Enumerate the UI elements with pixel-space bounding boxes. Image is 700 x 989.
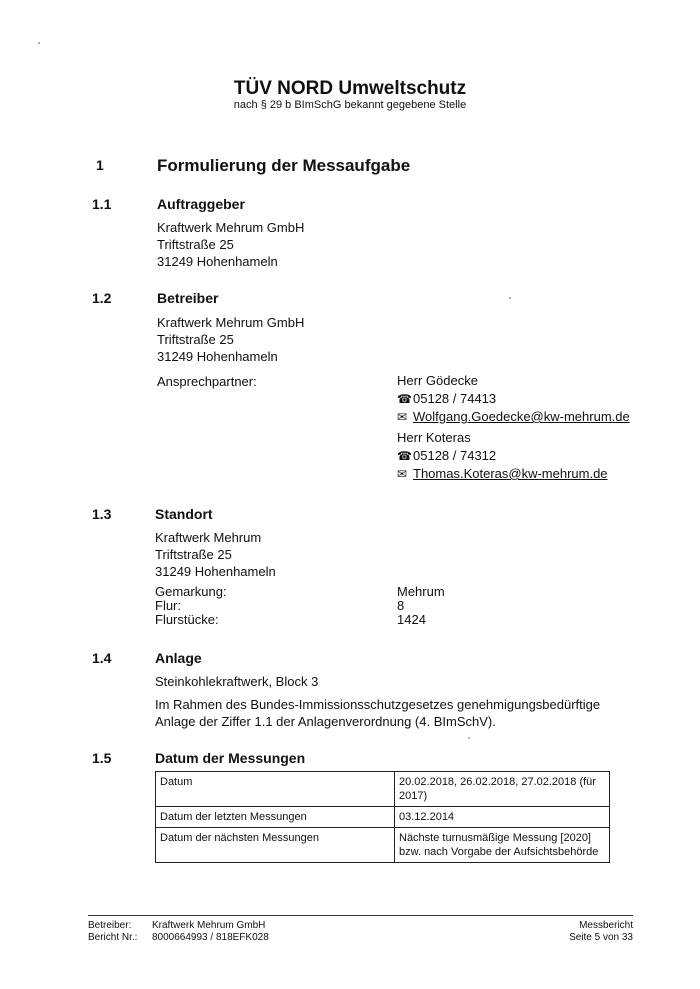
operator-address [157, 314, 304, 365]
contact-phone [397, 390, 630, 408]
footer-page-number: Seite 5 von 33 [569, 932, 633, 943]
envelope-icon: ✉ [397, 467, 408, 481]
table-cell-label: Datum [156, 772, 395, 807]
plant-type: Steinkohlekraftwerk, Block 3 [155, 674, 319, 689]
site-address [155, 529, 276, 580]
table-cell-label: Datum der letzten Messungen [156, 807, 395, 828]
address-line: 31249 Hohenhameln [155, 564, 276, 579]
address-line: 31249 Hohenhameln [157, 254, 278, 269]
subsection-number: 1.2 [92, 290, 112, 306]
footer-divider [88, 915, 633, 916]
subsection-title: Betreiber [157, 290, 219, 306]
table-cell-value: Nächste turnusmäßige Messung [2020] bzw. nach Vorgabe der Aufsichtsbehörde [395, 828, 610, 863]
address-line: Kraftwerk Mehrum GmbH [157, 220, 305, 235]
property-value: 1424 [397, 612, 426, 627]
footer-labels [88, 920, 137, 944]
section-title: Formulierung der Messaufgabe [157, 156, 411, 175]
contact-label: Ansprechpartner: [157, 374, 257, 389]
address-line: Triftstraße 25 [155, 547, 232, 562]
telephone-icon: ☎ [397, 449, 412, 463]
site-property-labels [155, 585, 227, 627]
address-line: Triftstraße 25 [157, 332, 234, 347]
client-address [157, 219, 304, 270]
footer-operator-value: Kraftwerk Mehrum GmbH [152, 920, 266, 931]
measurement-dates-table [155, 771, 610, 863]
telephone-icon: ☎ [397, 392, 412, 406]
table-cell-value: 03.12.2014 [395, 807, 610, 828]
address-line: Kraftwerk Mehrum [155, 530, 262, 545]
table-cell-label: Datum der nächsten Messungen [156, 828, 395, 863]
footer-right [500, 920, 633, 944]
subsection-title: Standort [155, 506, 213, 522]
property-label: Flurstücke: [155, 612, 219, 627]
phone-number: 05128 / 74312 [413, 448, 497, 463]
address-line: Kraftwerk Mehrum GmbH [157, 315, 305, 330]
contact-phone [397, 447, 630, 465]
table-row [156, 772, 610, 807]
footer-report-value: 8000664993 / 818EFK028 [152, 932, 269, 943]
contact-name: Herr Koteras [397, 430, 471, 445]
subsection-number: 1.3 [92, 506, 112, 522]
page-subtitle: nach § 29 b BImSchG bekannt gegebene Stelle [233, 99, 467, 111]
property-label: Flur: [155, 598, 181, 613]
contact-email [397, 465, 630, 483]
footer-report-label: Bericht Nr.: [88, 932, 138, 943]
scan-speck [38, 42, 40, 44]
section-number: 1 [96, 157, 104, 173]
envelope-icon: ✉ [397, 410, 408, 424]
subsection-number: 1.1 [92, 196, 112, 212]
subsection-title: Datum der Messungen [155, 750, 306, 766]
phone-number: 05128 / 74413 [413, 391, 497, 406]
footer-operator-label: Betreiber: [88, 920, 132, 931]
email-link[interactable]: Thomas.Koteras@kw-mehrum.de [413, 466, 608, 481]
scan-speck [468, 737, 470, 739]
address-line: 31249 Hohenhameln [157, 349, 278, 364]
footer-doc-type: Messbericht [579, 920, 633, 931]
plant-description: Im Rahmen des Bundes-Immissionsschutzgesetzes genehmigungsbedürftige Anlage der Ziffer 1.1 der Anlagenverordnung (4. BImSchV). [155, 697, 601, 729]
contact-list [397, 372, 630, 483]
subsection-number: 1.4 [92, 650, 112, 666]
property-label: Gemarkung: [155, 584, 227, 599]
site-property-values [397, 585, 445, 627]
subsection-title: Auftraggeber [157, 196, 245, 212]
subsection-title: Anlage [155, 650, 202, 666]
table-row [156, 807, 610, 828]
scan-speck [509, 297, 511, 299]
footer-values [152, 920, 269, 944]
table-cell-value: 20.02.2018, 26.02.2018, 27.02.2018 (für 2017) [395, 772, 610, 807]
subsection-number: 1.5 [92, 750, 112, 766]
contact-email [397, 408, 630, 426]
page-title: TÜV NORD Umweltschutz [233, 78, 467, 99]
property-value: Mehrum [397, 584, 445, 599]
contact-name: Herr Gödecke [397, 373, 478, 388]
property-value: 8 [397, 598, 405, 613]
table-row [156, 828, 610, 863]
address-line: Triftstraße 25 [157, 237, 234, 252]
email-link[interactable]: Wolfgang.Goedecke@kw-mehrum.de [413, 409, 630, 424]
